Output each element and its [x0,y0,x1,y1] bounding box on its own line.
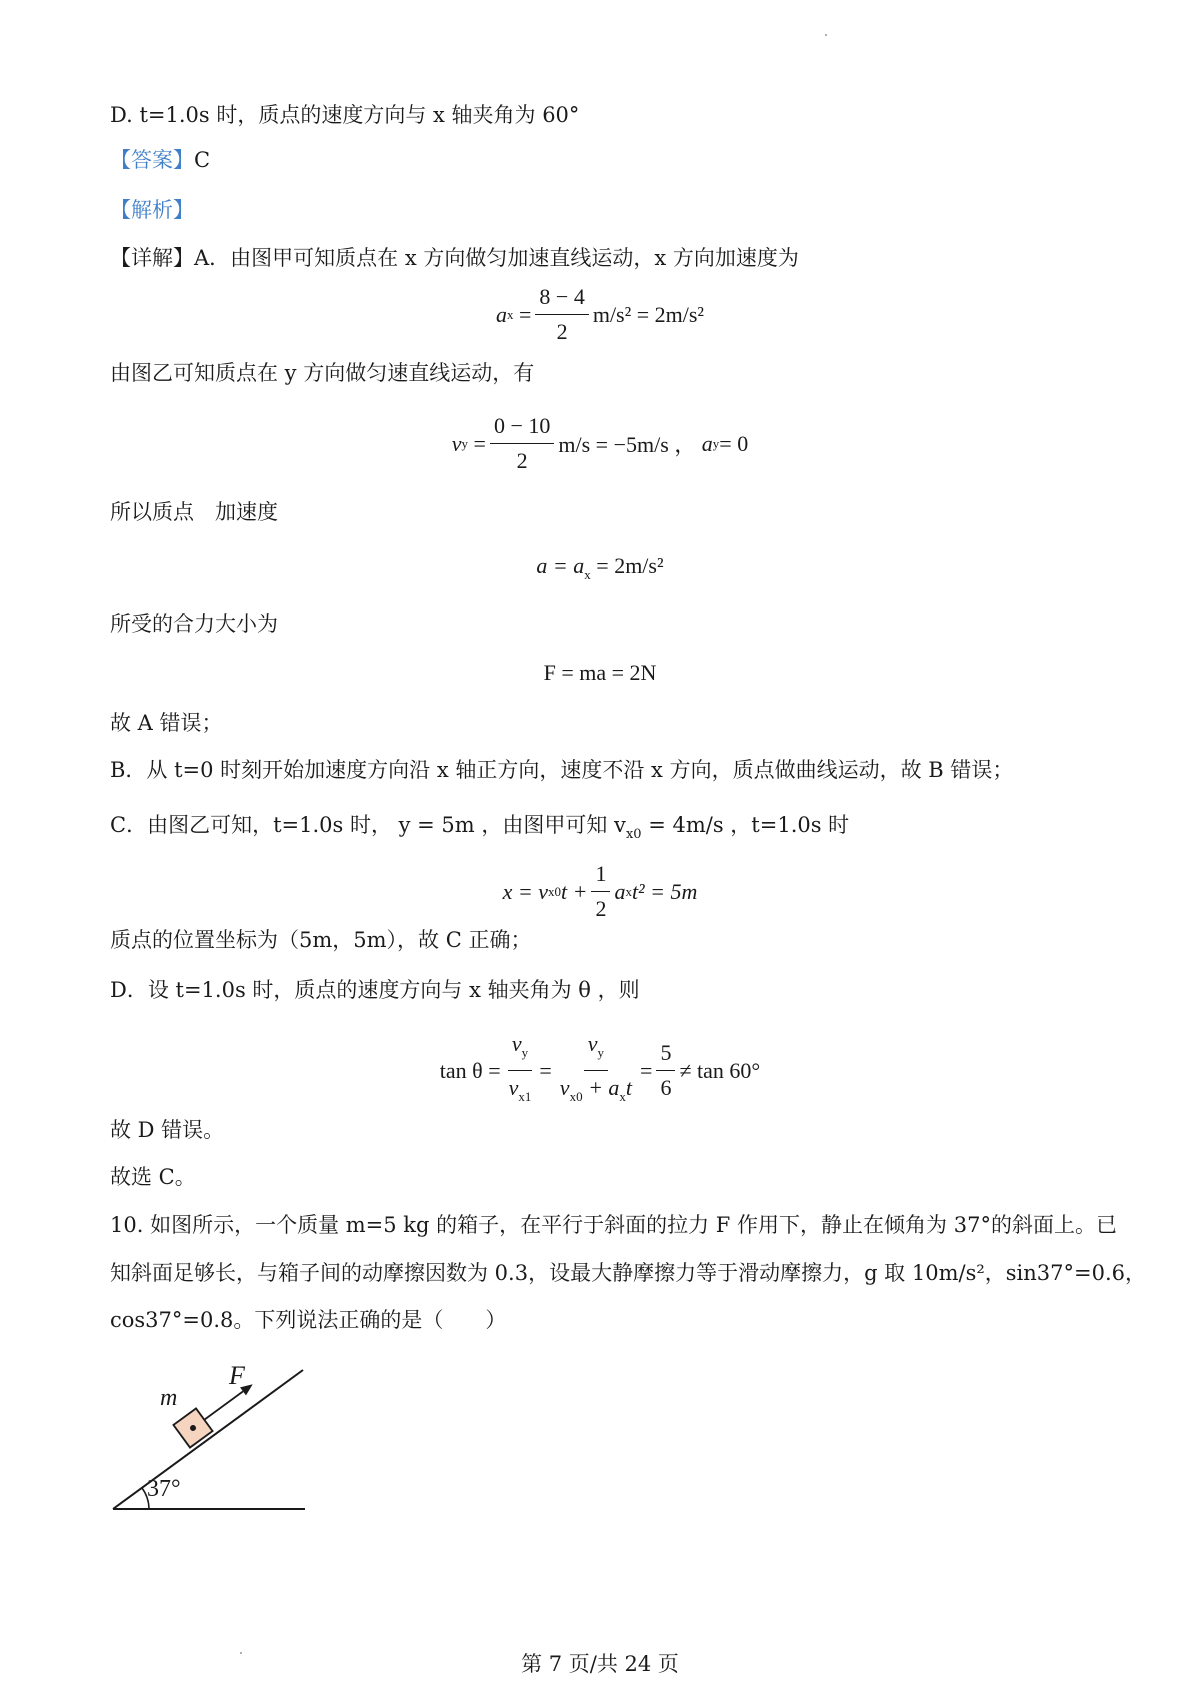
scan-speck [825,34,827,36]
frac2-den-a-sub: x [619,1089,626,1104]
analysis-tag: 【解析】 [110,198,194,222]
formula-ax-lhs: a [495,301,507,327]
q10-line-1: 10. 如图所示，一个质量 m=5 kg 的箱子，在平行于斜面的拉力 F 作用下，静止在倾角为 37°的斜面上。已 [110,1213,1117,1237]
frac2-num-sub: y [597,1045,605,1060]
formula-a [0,553,1200,583]
force-label: F [229,1361,245,1390]
formula-vy-numerator: 0 − 10 [490,412,554,444]
formula-ay-sub: y [712,435,720,451]
frac1-den-sub: x1 [518,1089,532,1104]
formula-x-denominator: 2 [595,896,607,921]
page-footer: 第 7 页/共 24 页 [521,1652,679,1676]
answer-tag: 【答案】 [110,148,194,172]
incline-figure [105,1360,315,1520]
formula-ax-numerator: 8 − 4 [535,283,588,315]
formula-x-rhs: t² = 5m [631,878,698,904]
frac3-den: 6 [660,1075,672,1100]
frac3-num: 5 [656,1039,675,1071]
formula-a-sub: x [584,567,591,582]
angle-label: 37° [147,1476,181,1502]
frac1-den: v [508,1075,519,1100]
formula-x [0,860,1200,923]
choose-text: 故选 C。 [110,1165,196,1189]
formula-ax-denominator: 2 [556,319,568,344]
frac2-den-a: + a [582,1075,620,1100]
position-text: 质点的位置坐标为（5m，5m），故 C 正确； [110,928,532,952]
formula-tan-lhs: tan θ = [439,1057,501,1083]
formula-x-lhs-sub: x0 [547,883,561,899]
formula-ay-rhs: = 0 [719,430,749,456]
frac2-den-t: t [625,1075,633,1100]
answer-value: C [194,148,211,172]
frac2-den-v-sub: x0 [569,1089,583,1104]
frac2-den-v: v [559,1075,570,1100]
formula-vy-denominator: 2 [516,448,528,473]
formula-ax-lhs-sub: x [506,306,514,322]
c-line [110,810,849,850]
q10-line-2: 知斜面足够长，与箱子间的动摩擦因数为 0.3，设最大静摩擦力等于滑动摩擦力，g 取 10m/s²，sin37°=0.6， [110,1261,1146,1285]
c-line-sub: x0 [625,827,642,842]
incline-line [113,1370,303,1509]
formula-tan: tan θ = $\frac{v_y}{v_{x1}}$ = $\frac{v_y}{v_{x0} + a_xt}$ = $\frac{5}{6}$ ≠ tan 60° [439,1031,761,1104]
force-arrow-line [204,1391,243,1419]
formula-F: F = ma = 2N [543,660,657,685]
c-line-tail: = 4m/s ，t=1.0s 时 [641,813,850,837]
a-wrong-text: 故 A 错误； [110,711,223,735]
formula-x-ax-sub: x [625,883,632,899]
formula-ay: a [701,430,713,456]
formula-x-lhs: x = v [502,878,548,904]
q10-line-3: cos37°=0.8。下列说法正确的是（ ） [110,1308,507,1332]
formula-x-ax: a [614,878,626,904]
formula-ax-rhs: m/s² = 2m/s² [592,301,704,327]
formula-x-mid: t + [560,878,588,904]
formula-x-numerator: 1 [591,860,610,892]
so-accel-text: 所以质点 加速度 [110,500,278,524]
detail-intro: 【详解】A．由图甲可知质点在 x 方向做匀加速直线运动，x 方向加速度为 [110,246,799,270]
formula-vy-rhs: m/s = −5m/s ， [558,432,697,457]
d-wrong-text: 故 D 错误。 [110,1118,225,1142]
mass-label: m [160,1385,178,1411]
formula-vy-lhs-sub: y [461,435,469,451]
net-force-text: 所受的合力大小为 [110,612,278,636]
formula-a-rhs: = 2m/s² [590,553,664,578]
formula-vy: v y = $\frac{0 - 10}{2}$ m/s = −5m/s ， a y = 0 [451,413,749,473]
formula-ax: a x = $\frac{8 - 4}{2}$ m/s² = 2m/s² [495,284,704,344]
formula-tan-rhs: ≠ tan 60° [679,1057,761,1083]
frac1-num: v [511,1031,522,1056]
formula-a-lhs: a = a [536,553,585,578]
option-d-text: D. t=1.0s 时，质点的速度方向与 x 轴夹角为 60° [110,103,580,127]
frac1-num-sub: y [521,1045,529,1060]
c-line-text: C．由图乙可知，t=1.0s 时， y = 5m ，由图甲可知 v [110,813,626,837]
y-motion-text: 由图乙可知质点在 y 方向做匀速直线运动，有 [110,361,535,385]
answer-line [110,145,210,175]
d-line-text: D．设 t=1.0s 时，质点的速度方向与 x 轴夹角为 θ ，则 [110,978,640,1002]
frac2-num: v [587,1031,598,1056]
b-line-text: B．从 t=0 时刻开始加速度方向沿 x 轴正方向，速度不沿 x 方向，质点做曲线运动，故 B 错误； [110,758,1014,782]
formula-vy-lhs: v [451,430,462,456]
